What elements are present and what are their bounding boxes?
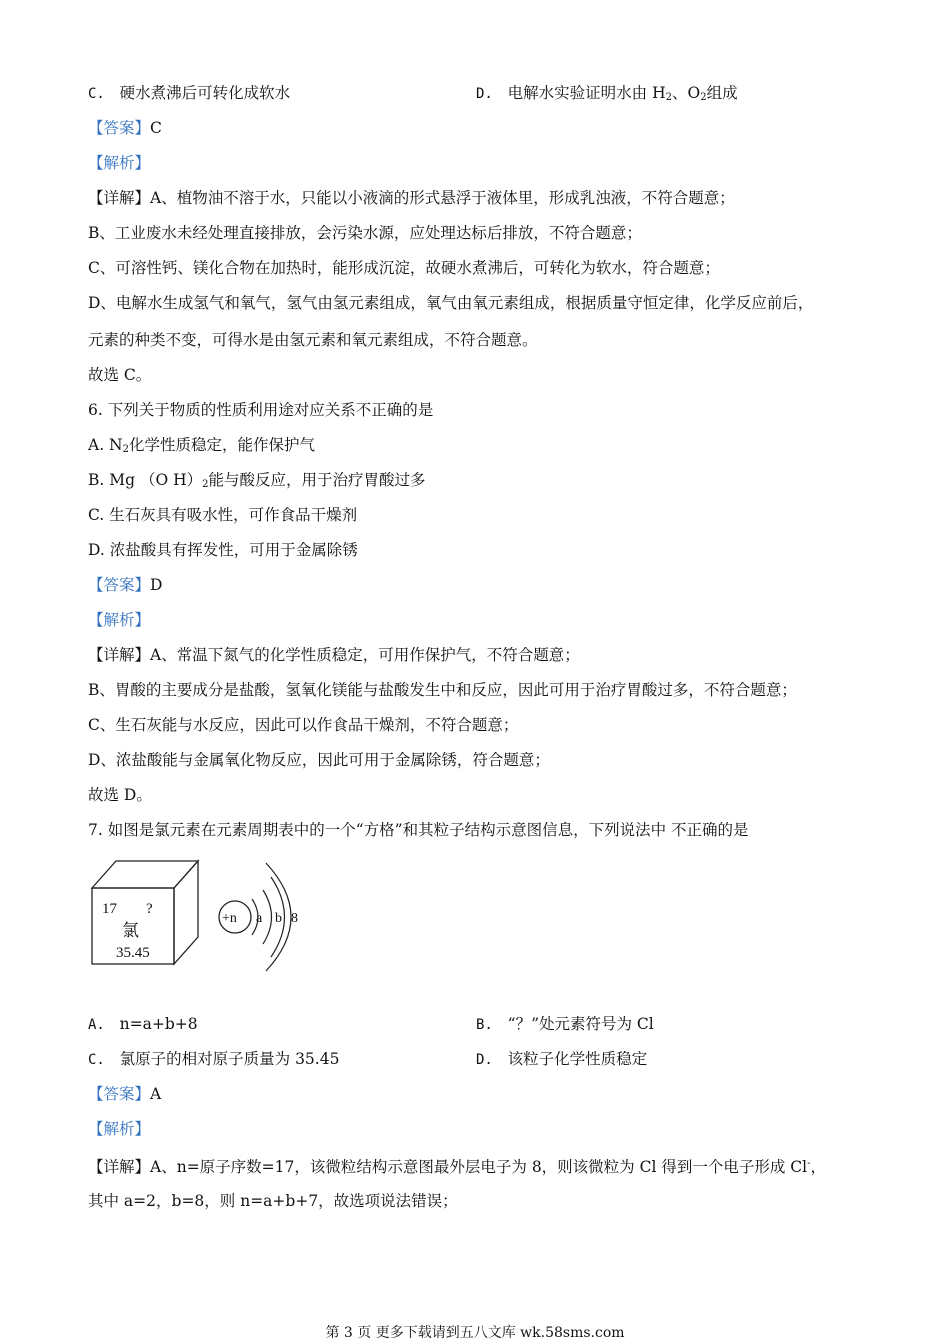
answer-value: A xyxy=(150,1085,162,1103)
detail-text: ， xyxy=(810,1158,827,1176)
detail-tag: 【详解】 xyxy=(88,189,151,207)
option-text: 组成 xyxy=(706,84,738,102)
q6-option-c: C. 生石灰具有吸水性，可作食品干燥剂 xyxy=(88,506,358,524)
q6-option-b xyxy=(88,470,426,495)
q6-option-a xyxy=(88,435,315,460)
q7-detail-line1 xyxy=(88,1154,826,1177)
answer-value: C xyxy=(150,119,162,137)
subscript: 2 xyxy=(700,92,707,103)
option-text: 电解水实验证明水由 H xyxy=(507,84,666,102)
shell-arc-2 xyxy=(263,890,272,944)
option-letter: B. xyxy=(476,1017,493,1033)
option-text: n=a+b+8 xyxy=(119,1015,198,1033)
q6-detail-d: D、浓盐酸能与金属氧化物反应，因此可用于金属除锈，符合题意； xyxy=(88,751,550,769)
q7-answer xyxy=(88,1084,161,1104)
q6-stem: 6. 下列关于物质的性质利用途对应关系不正确的是 xyxy=(88,401,434,419)
q5-option-c xyxy=(88,83,290,104)
element-name: 氯 xyxy=(122,921,139,940)
q5-detail-a xyxy=(88,188,735,208)
q6-option-d: D. 浓盐酸具有挥发性，可用于金属除锈 xyxy=(88,541,358,559)
q6-detail-a xyxy=(88,645,580,665)
shell-electrons-3: 8 xyxy=(291,911,298,926)
q7-jiexi-label: 【解析】 xyxy=(88,1120,151,1138)
nucleus-charge: +n xyxy=(222,911,237,926)
answer-value: D xyxy=(150,576,163,594)
q5-jiexi-label: 【解析】 xyxy=(88,154,151,172)
option-text: 该粒子化学性质稳定 xyxy=(507,1050,648,1068)
q7-stem: 7. 如图是氯元素在元素周期表中的一个“方格”和其粒子结构示意图信息，下列说法中 不正确的是 xyxy=(88,821,749,839)
q5-detail-d2: 元素的种类不变，可得水是由氢元素和氧元素组成，不符合题意。 xyxy=(88,331,538,349)
q7-option-c xyxy=(88,1049,339,1070)
q5-option-d xyxy=(476,83,738,108)
option-text: A. N xyxy=(88,436,123,454)
subscript: 2 xyxy=(665,92,672,103)
subscript: 2 xyxy=(202,479,209,490)
q5-detail-d1: D、电解水生成氢气和氧气，氢气由氢元素组成，氧气由氧元素组成，根据质量守恒定律，化学反应前后， xyxy=(88,294,814,312)
option-letter: C. xyxy=(88,1052,105,1068)
atomic-number: 17 xyxy=(102,901,117,917)
q6-detail-c: C、生石灰能与水反应，因此可以作食品干燥剂，不符合题意； xyxy=(88,716,519,734)
q6-jiexi-label: 【解析】 xyxy=(88,611,151,629)
answer-tag: 【答案】 xyxy=(88,576,151,594)
option-text: 、O xyxy=(671,84,701,102)
chlorine-figure xyxy=(88,855,318,980)
option-text: B. Mg （O H） xyxy=(88,471,203,489)
element-symbol: ? xyxy=(146,901,153,917)
q7-option-b xyxy=(476,1014,654,1035)
q5-answer xyxy=(88,118,162,138)
option-letter: D. xyxy=(476,1052,493,1068)
detail-text: A、植物油不溶于水，只能以小液滴的形式悬浮于液体里，形成乳浊液，不符合题意； xyxy=(150,189,735,207)
option-letter: C. xyxy=(88,86,105,102)
q5-detail-b: B、工业废水未经处理直接排放，会污染水源，应处理达标后排放，不符合题意； xyxy=(88,224,642,242)
q7-option-a xyxy=(88,1014,198,1035)
page-footer: 第 3 页 更多下载请到五八文库 wk.58sms.com xyxy=(325,1325,625,1341)
answer-tag: 【答案】 xyxy=(88,119,151,137)
option-text: “？”处元素符号为 Cl xyxy=(507,1015,654,1033)
q5-detail-c: C、可溶性钙、镁化合物在加热时，能形成沉淀，故硬水煮沸后，可转化为软水，符合题意； xyxy=(88,259,720,277)
atomic-mass: 35.45 xyxy=(116,945,150,961)
option-text: 硬水煮沸后可转化成软水 xyxy=(119,84,291,102)
detail-tag: 【详解】 xyxy=(88,1158,151,1176)
option-letter: A. xyxy=(88,1017,105,1033)
q7-detail-line2: 其中 a=2，b=8，则 n=a+b+7，故选项说法错误； xyxy=(88,1192,458,1210)
detail-text: A、常温下氮气的化学性质稳定，可用作保护气，不符合题意； xyxy=(150,646,580,664)
q7-option-d xyxy=(476,1049,647,1070)
option-text: 能与酸反应，用于治疗胃酸过多 xyxy=(208,471,426,489)
q6-answer xyxy=(88,575,162,595)
q5-conclusion: 故选 C。 xyxy=(88,366,152,384)
shell-electrons-2: b xyxy=(275,911,282,926)
atom-structure-diagram xyxy=(219,863,298,971)
detail-text: A、n=原子序数=17，该微粒结构示意图最外层电子为 8，则该微粒为 Cl 得到一个电子形成 Cl xyxy=(150,1158,808,1176)
detail-tag: 【详解】 xyxy=(88,646,151,664)
option-text: 氯原子的相对原子质量为 35.45 xyxy=(119,1050,340,1068)
shell-electrons-1: a xyxy=(256,911,263,926)
q6-detail-b: B、胃酸的主要成分是盐酸，氢氧化镁能与盐酸发生中和反应，因此可用于治疗胃酸过多，不符合题意； xyxy=(88,681,797,699)
option-letter: D. xyxy=(476,86,493,102)
subscript: 2 xyxy=(122,444,129,455)
option-text: 化学性质稳定，能作保护气 xyxy=(129,436,316,454)
answer-tag: 【答案】 xyxy=(88,1085,151,1103)
q6-conclusion: 故选 D。 xyxy=(88,786,152,804)
superscript: - xyxy=(807,1158,811,1169)
